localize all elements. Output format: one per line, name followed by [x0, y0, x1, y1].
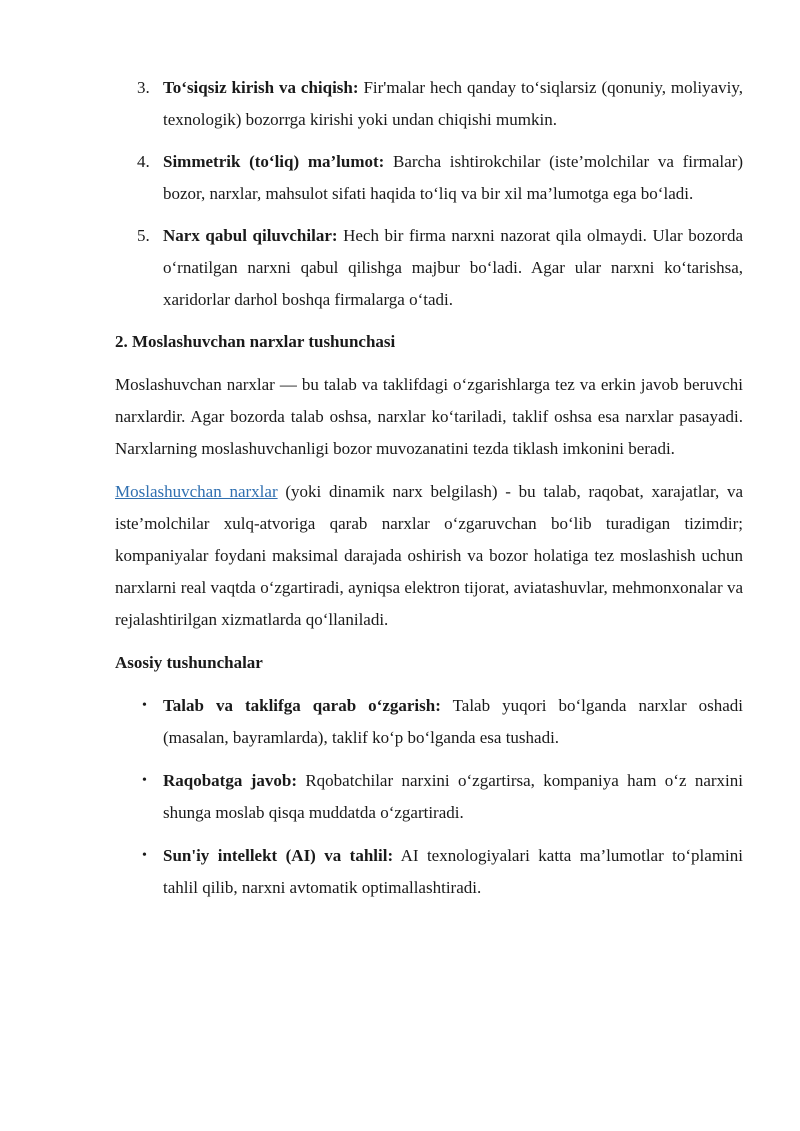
paragraph — [115, 476, 743, 636]
document-content — [115, 72, 743, 915]
bullet-item-text: Talab yuqori bo‘lganda narxlar oshadi (masalan, bayramlarda), taklif ko‘p bo‘lganda esa tushadi. — [163, 696, 743, 747]
bullet-item — [115, 765, 743, 829]
bullet-item-term: Talab va taklifga qarab o‘zgarish: — [163, 696, 441, 715]
list-item — [115, 146, 743, 210]
bullet-item — [115, 840, 743, 904]
bullet-item-term: Raqobatga javob: — [163, 771, 297, 790]
list-item-term: Narx qabul qiluvchilar: — [163, 226, 338, 245]
paragraph-text: (yoki dinamik narx belgilash) - bu talab, raqobat, xarajatlar, va iste’molchilar xulq-atvoriga qarab narxlar o‘zgaruvchan bo‘lib turadigan tizimdir; kompaniyalar foydani maksimal darajada oshirish va bozor holatiga tez moslashish uchun narxlarni real vaqtda o‘zgartiradi, ayniqsa elektron tijorat, aviatashuvlar, mehmonxonalar va rejalashtirilgan xizmatlarda qo‘llaniladi. — [115, 482, 743, 629]
list-number: 5. — [137, 226, 150, 245]
section-heading: 2. Moslashuvchan narxlar tushunchasi — [115, 332, 396, 351]
bullet-list — [115, 690, 743, 904]
list-item-text: Fir'malar hech qanday to‘siqlarsiz (qonuniy, moliyaviy, texnologik) bozorrga kirishi yoki undan chiqishi mumkin. — [163, 78, 743, 129]
bullet-icon: • — [142, 773, 147, 788]
list-item-text: Hech bir firma narxni nazorat qila olmaydi. Ular bozorda o‘rnatilgan narxni qabul qilishga majbur bo‘ladi. Agar ular narxni ko‘tarishsa, xaridorlar darhol boshqa firmalarga o‘tadi. — [163, 226, 744, 309]
list-item — [115, 220, 743, 316]
list-item-term: To‘siqsiz kirish va chiqish: — [163, 78, 359, 97]
bullet-item-text: Rqobatchilar narxini o‘zgartirsa, kompaniya ham o‘z narxini shunga moslab qisqa muddatda o‘zgartiradi. — [163, 771, 744, 822]
bullet-icon: • — [142, 698, 147, 713]
bullet-item — [115, 690, 743, 754]
numbered-list — [115, 72, 743, 316]
subheading: Asosiy tushunchalar — [115, 653, 263, 672]
bullet-item-term: Sun'iy intellekt (AI) va tahlil: — [163, 846, 394, 865]
inline-link[interactable]: Moslashuvchan narxlar — [115, 482, 278, 501]
bullet-item-text: AI texnologiyalari katta ma’lumotlar to‘plamini tahlil qilib, narxni avtomatik optimallashtiradi. — [163, 846, 743, 897]
paragraph: Moslashuvchan narxlar — bu talab va taklifdagi o‘zgarishlarga tez va erkin javob beruvchi narxlardir. Agar bozorda talab oshsa, narxlar ko‘tariladi, taklif oshsa esa narxlar pasayadi. Narxlarning moslashuvchanligi bozor muvozanatini tezda tiklash imkonini beradi. — [115, 375, 743, 458]
list-item-text: Barcha ishtirokchilar (iste’molchilar va firmalar) bozor, narxlar, mahsulot sifati haqida to‘liq va bir xil ma’lumotga ega bo‘ladi. — [163, 152, 743, 203]
list-item-term: Simmetrik (to‘liq) ma’lumot: — [163, 152, 385, 171]
list-number: 4. — [137, 152, 150, 171]
list-number: 3. — [137, 78, 150, 97]
list-item — [115, 72, 743, 136]
bullet-icon: • — [142, 848, 147, 863]
